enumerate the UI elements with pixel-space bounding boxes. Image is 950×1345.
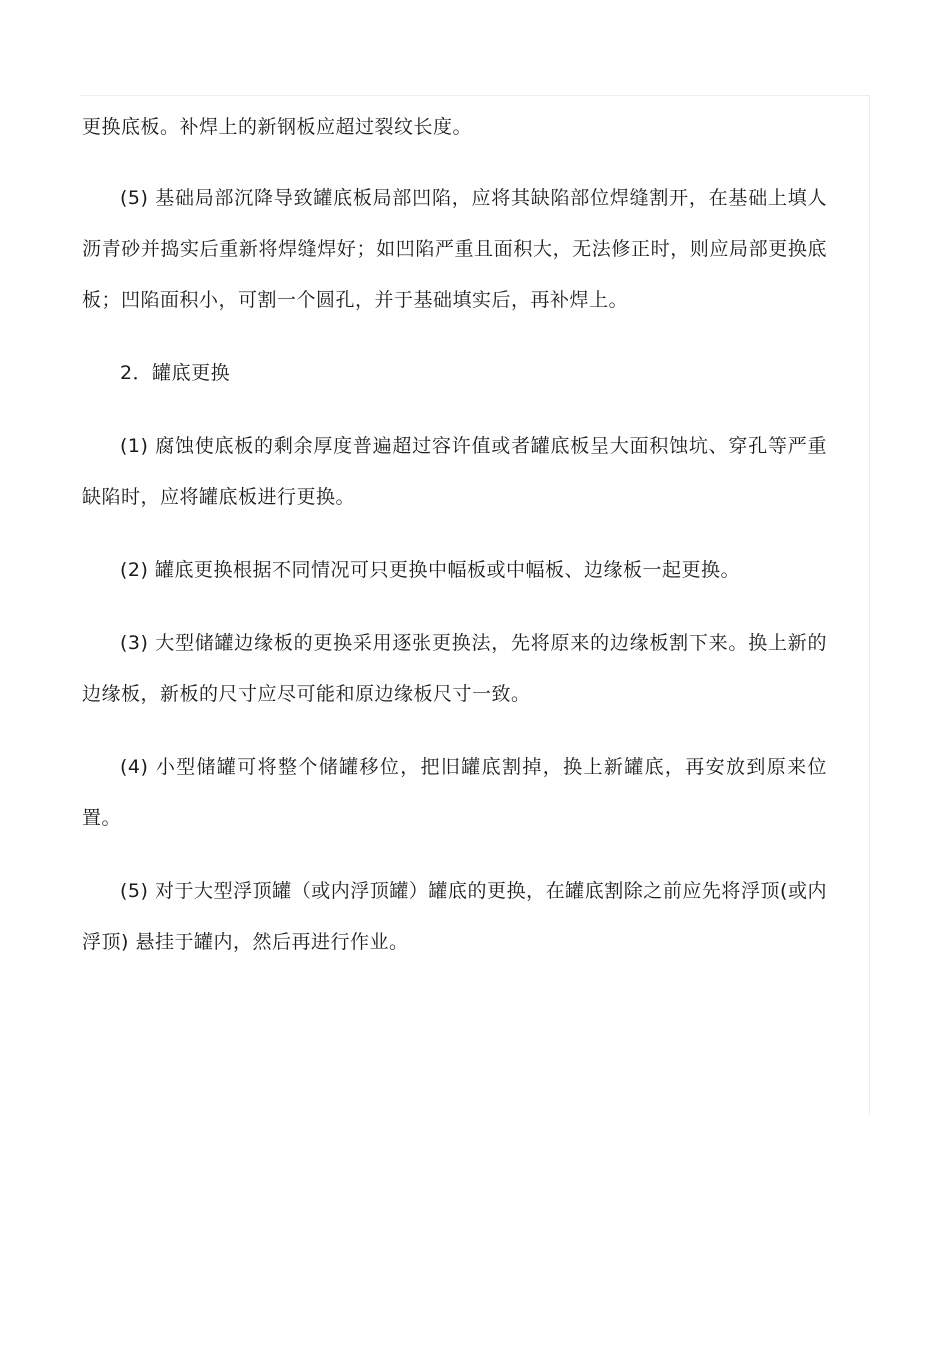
- paragraph-item-3: (3) 大型储罐边缘板的更换采用逐张更换法，先将原来的边缘板割下来。换上新的边缘板，新板的尺寸应尽可能和原边缘板尺寸一致。: [82, 632, 827, 705]
- paragraph-item-4: (4) 小型储罐可将整个储罐移位，把旧罐底割掉，换上新罐底，再安放到原来位置。: [82, 756, 827, 829]
- document-body: [82, 102, 827, 968]
- paragraph-continuation: 更换底板。补焊上的新钢板应超过裂纹长度。: [82, 116, 473, 138]
- page-border-right: [869, 95, 870, 1115]
- paragraph-item-5-floating-roof: (5) 对于大型浮顶罐（或内浮顶罐）罐底的更换，在罐底割除之前应先将浮顶(或内浮顶) 悬挂于罐内，然后再进行作业。: [82, 880, 827, 953]
- paragraph-item-5-foundation: (5) 基础局部沉降导致罐底板局部凹陷，应将其缺陷部位焊缝割开，在基础上填人沥青砂并捣实后重新将焊缝焊好；如凹陷严重且面积大，无法修正时，则应局部更换底板；凹陷面积小，可割一个圆孔，并于基础填实后，再补焊上。: [82, 187, 827, 311]
- paragraph-item-1: (1) 腐蚀使底板的剩余厚度普遍超过容许值或者罐底板呈大面积蚀坑、穿孔等严重缺陷时，应将罐底板进行更换。: [82, 435, 827, 508]
- paragraph-item-2: (2) 罐底更换根据不同情况可只更换中幅板或中幅板、边缘板一起更换。: [120, 559, 740, 581]
- section-heading-tank-bottom-replacement: 2．罐底更换: [120, 362, 231, 384]
- page-border-top: [80, 95, 870, 96]
